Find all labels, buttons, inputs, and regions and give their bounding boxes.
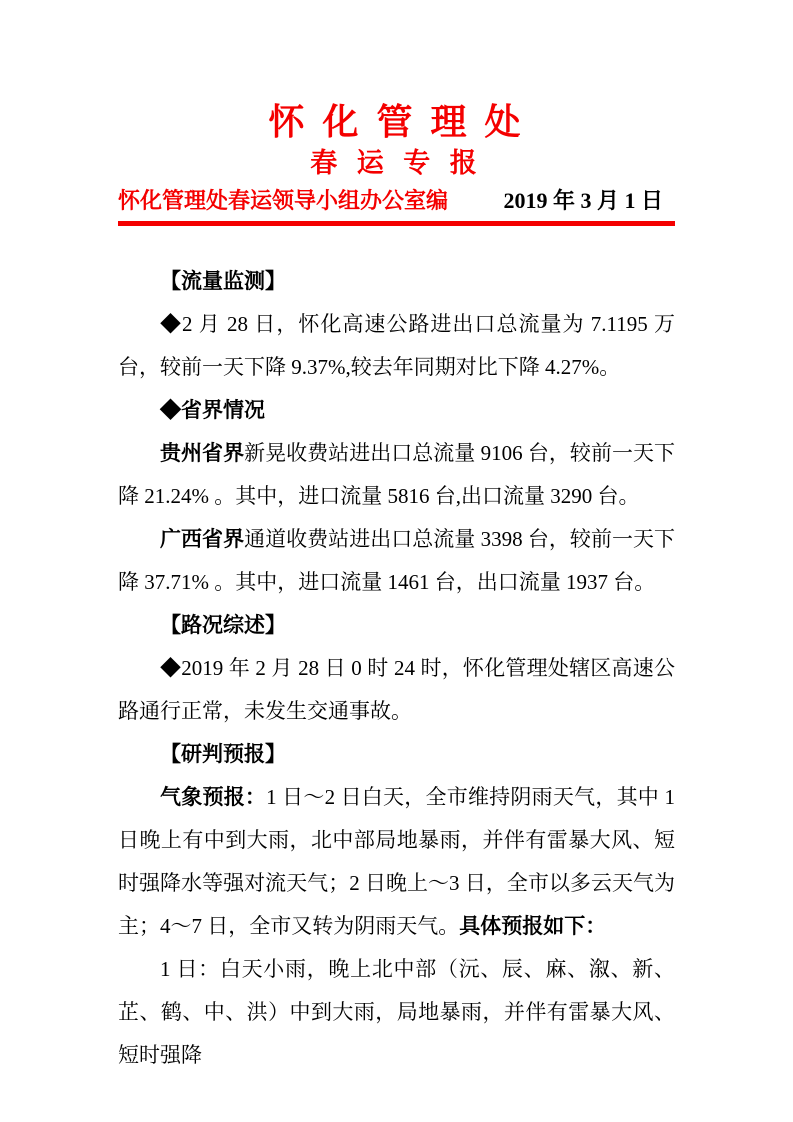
- paragraph-guangxi-border: [118, 518, 675, 604]
- editor-byline: 怀化管理处春运领导小组办公室编: [118, 188, 449, 213]
- document-header: [118, 100, 675, 226]
- section-heading-traffic-monitoring: 【流量监测】: [160, 270, 286, 293]
- paragraph-traffic-total: ◆2 月 28 日，怀化高速公路进出口总流量为 7.1195 万台，较前一天下降 9.37%,较去年同期对比下降 4.27%。: [118, 312, 675, 379]
- guangxi-border-label: 广西省界: [160, 528, 245, 551]
- paragraph-day1-forecast: 1 日：白天小雨，晚上北中部（沅、辰、麻、溆、新、芷、鹤、中、洪）中到大雨，局地暴雨，并伴有雷暴大风、短时强降: [118, 957, 675, 1067]
- subheading-province-border: ◆省界情况: [160, 399, 265, 422]
- header-divider-rule: [118, 221, 675, 226]
- paragraph-road-conditions: ◆2019 年 2 月 28 日 0 时 24 时，怀化管理处辖区高速公路通行正常，未发生交通事故。: [118, 656, 675, 723]
- section-heading-road-conditions: 【路况综述】: [160, 614, 286, 637]
- weather-forecast-detail-label: 具体预报如下：: [459, 915, 607, 938]
- issue-date: 2019 年 3 月 1 日: [503, 188, 663, 213]
- section-heading-forecast: 【研判预报】: [160, 743, 286, 766]
- byline-row: [118, 187, 675, 215]
- guizhou-border-label: 贵州省界: [160, 442, 245, 465]
- paragraph-guizhou-border: [118, 432, 675, 518]
- weather-forecast-label: 气象预报：: [160, 786, 267, 809]
- document-title: 怀 化 管 理 处: [268, 101, 525, 142]
- weather-forecast-text: 1 日～2 日白天，全市维持阴雨天气，其中 1 日晚上有中到大雨，北中部局地暴雨，并伴有雷暴大风、短时强降水等强对流天气；2 日晚上～3 日，全市以多云天气为主；4～7 日，全市又转为阴雨天气。: [118, 785, 676, 938]
- guizhou-border-text: 新晃收费站进出口总流量 9106 台，较前一天下降 21.24% 。其中，进口流量 5816 台,出口流量 3290 台。: [118, 441, 676, 508]
- document-body: [118, 260, 675, 1077]
- paragraph-weather-forecast: [118, 776, 675, 948]
- document-subtitle: 春 运 专 报: [310, 148, 483, 178]
- guangxi-border-text: 通道收费站进出口总流量 3398 台，较前一天下降 37.71% 。其中，进口流量 1461 台，出口流量 1937 台。: [118, 527, 676, 594]
